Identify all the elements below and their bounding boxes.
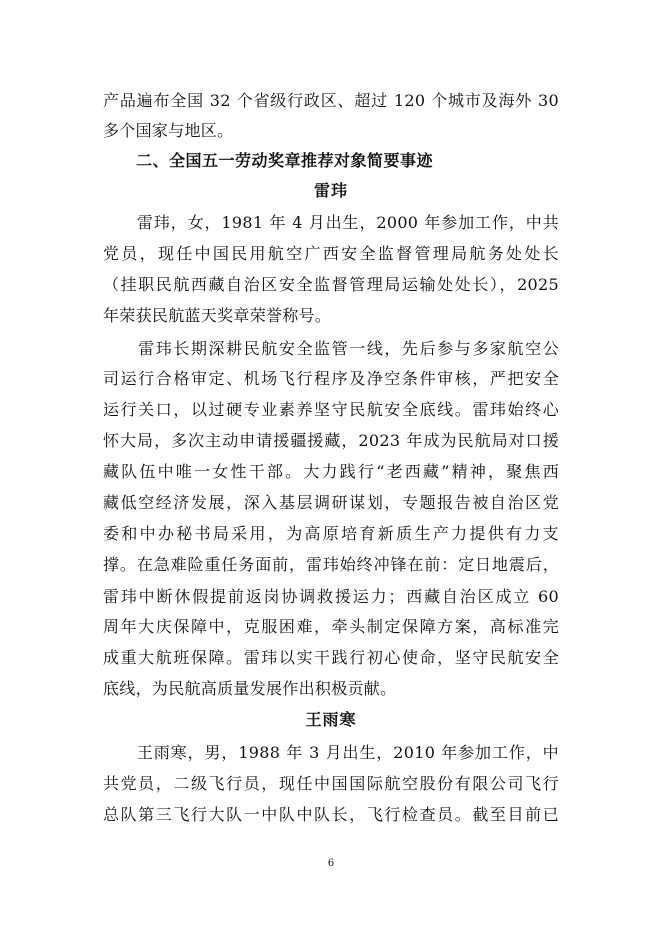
person-name-wang-yuhan: 王雨寒 — [305, 710, 357, 729]
paragraph-line: 雷玮长期深耕民航安全监管一线，先后参与多家航空公 — [103, 339, 559, 358]
person-name-lei-wei: 雷玮 — [313, 181, 348, 200]
paragraph-line: 共党员，二级飞行员，现任中国国际航空股份有限公司飞行 — [103, 774, 559, 793]
section-heading: 二、全国五一劳动奖章推荐对象简要事迹 — [136, 151, 434, 170]
paragraph-line: 王雨寒，男，1988 年 3 月出生，2010 年参加工作，中 — [103, 743, 559, 762]
paragraph-line: 怀大局，多次主动申请援疆援藏，2023 年成为民航局对口援 — [103, 431, 559, 450]
paragraph-line: 藏低空经济发展，深入基层调研谋划，专题报告被自治区党 — [103, 493, 559, 512]
intro-line-1: 产品遍布全国 32 个省级行政区、超过 120 个城市及海外 30 — [103, 91, 559, 110]
paragraph-line: 撑。在急难险重任务面前，雷玮始终冲锋在前：定日地震后， — [103, 555, 559, 574]
paragraph-line: 委和中办秘书局采用，为高原培育新质生产力提供有力支 — [103, 524, 559, 543]
paragraph-line: 运行关口，以过硬专业素养坚守民航安全底线。雷玮始终心 — [103, 400, 559, 419]
paragraph-line: 总队第三飞行大队一中队中队长，飞行检查员。截至目前已 — [103, 805, 559, 824]
paragraph-line: 司运行合格审定、机场飞行程序及净空条件审核，严把安全 — [103, 369, 559, 388]
paragraph-line: 底线，为民航高质量发展作出积极贡献。 — [103, 679, 397, 698]
paragraph-line: 周年大庆保障中，克服困难，牵头制定保障方案，高标准完 — [103, 617, 559, 636]
page-number: 6 — [327, 858, 335, 869]
paragraph-line: 年荣获民航蓝天奖章荣誉称号。 — [103, 306, 332, 325]
paragraph-line: 雷玮，女，1981 年 4 月出生，2000 年参加工作，中共 — [103, 213, 559, 232]
paragraph-line: 藏队伍中唯一女性干部。大力践行“老西藏”精神，聚焦西 — [103, 462, 559, 481]
paragraph-line: 党员，现任中国民用航空广西安全监督管理局航务处处长 — [103, 244, 559, 263]
paragraph-line: 雷玮中断休假提前返岗协调救援运力；西藏自治区成立 60 — [103, 587, 559, 606]
intro-line-2: 多个国家与地区。 — [103, 121, 234, 140]
paragraph-line: （挂职民航西藏自治区安全监督管理局运输处处长），2025 — [103, 275, 559, 294]
paragraph-line: 成重大航班保障。雷玮以实干践行初心使命，坚守民航安全 — [103, 648, 559, 667]
